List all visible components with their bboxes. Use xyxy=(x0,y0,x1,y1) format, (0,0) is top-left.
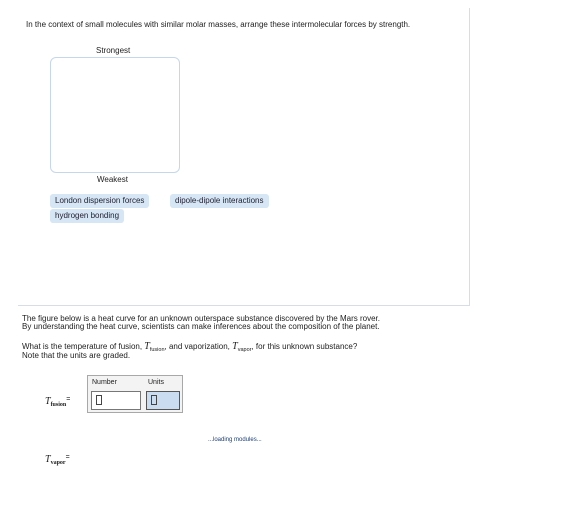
t-fusion-number-input[interactable] xyxy=(91,391,141,410)
t-fusion-label-sub: fusion xyxy=(50,402,67,408)
t-vapor-sub: vapor xyxy=(237,347,252,353)
chip-london-dispersion[interactable]: London dispersion forces xyxy=(50,194,149,208)
question-prefix: What is the temperature of fusion, xyxy=(22,342,145,351)
ranking-drop-zone[interactable] xyxy=(50,57,180,173)
ranking-panel xyxy=(18,8,470,306)
heat-curve-intro-line2: By understanding the heat curve, scientists can make inferences about the composition of the planet. xyxy=(22,322,380,331)
t-fusion-sub: fusion xyxy=(149,347,165,353)
number-input-cursor-icon xyxy=(96,395,102,405)
units-note: Note that the units are graded. xyxy=(22,351,131,360)
t-fusion-var: T xyxy=(144,341,150,352)
heat-curve-intro-line1: The figure below is a heat curve for an unknown outerspace substance discovered by the Mars rover. xyxy=(22,314,380,323)
t-vapor-equals: = xyxy=(65,454,70,461)
units-input-cursor-icon xyxy=(151,395,157,405)
t-fusion-label xyxy=(45,396,70,408)
weakest-label: Weakest xyxy=(97,175,128,184)
t-vapor-label-sub: vapor xyxy=(50,460,66,466)
chip-hydrogen-bonding[interactable]: hydrogen bonding xyxy=(50,209,124,223)
t-fusion-units-select[interactable] xyxy=(146,391,180,410)
t-fusion-answer-box xyxy=(87,375,183,413)
t-vapor-var: T xyxy=(232,341,238,352)
units-header: Units xyxy=(148,379,164,386)
question-suffix: , for this unknown substance? xyxy=(251,342,358,351)
strongest-label: Strongest xyxy=(96,46,131,55)
t-vapor-label-var: T xyxy=(45,454,51,465)
number-header: Number xyxy=(92,379,117,386)
ranking-question: In the context of small molecules with similar molar masses, arrange these intermolecular forces by strength. xyxy=(26,20,411,29)
t-fusion-label-var: T xyxy=(45,396,51,407)
t-vapor-label xyxy=(45,454,70,466)
question-middle: , and vaporization, xyxy=(164,342,233,351)
chip-dipole-dipole[interactable]: dipole-dipole interactions xyxy=(170,194,269,208)
t-fusion-equals: = xyxy=(66,396,71,403)
loading-status: ...loading modules... xyxy=(208,437,262,443)
